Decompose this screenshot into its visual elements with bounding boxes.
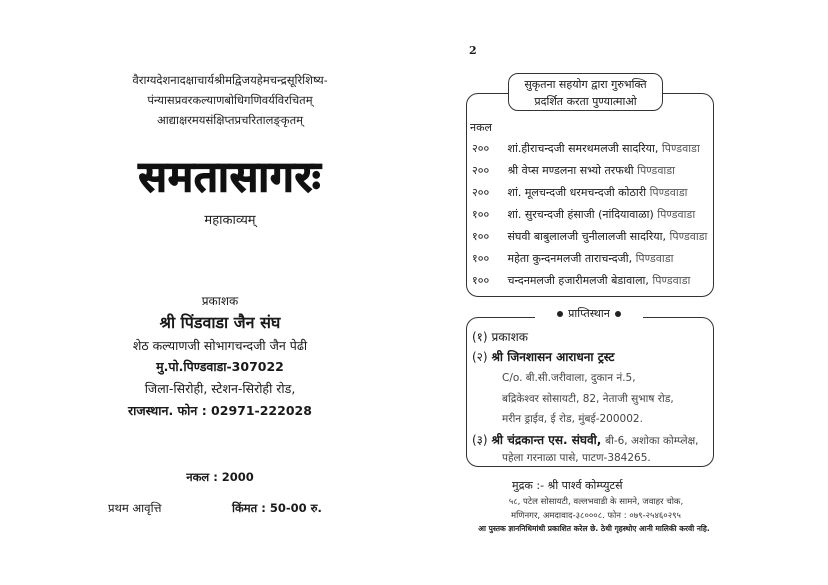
donor-name: शां. मूलचन्दजी धरमचन्दजी कोठारी — [507, 186, 647, 199]
donor-row — [472, 163, 675, 178]
donor-place: पिण्डवाडा — [652, 274, 691, 287]
availability-entry — [472, 348, 614, 365]
donor-place: पिण्डवाडा — [637, 164, 676, 177]
donor-qty: १०० — [472, 274, 490, 287]
printer-address-2: मणिनगर, अमदावाद-३८०००८. फोन : ०७९-२५४६०२९५ — [511, 511, 681, 521]
entry-number: (३) — [472, 433, 488, 447]
printer-address-1: ५८, पटेल सोसायटी, वल्लभवाडी के सामने, जवाहर चोक, — [508, 497, 684, 507]
availability-heading: प्राप्तिस्थान — [535, 306, 643, 321]
availability-entry — [472, 431, 699, 448]
printer-title: मुद्रक :- श्री पार्श्व कोम्प्युटर्स — [512, 479, 623, 492]
donor-place: पिण्डवाडा — [649, 186, 688, 199]
price-label: किंमत : 50-00 रु. — [232, 501, 322, 515]
availability-entry — [472, 328, 528, 345]
publisher-line-2: मु.पो.पिण्डवाडा-307022 — [156, 359, 284, 374]
lineage-line-2: पंन्यासप्रवरकल्याणबोधिगणिवर्यविरचितम् — [147, 93, 313, 107]
entry-name: श्री जिनशासन आराधना ट्रस्ट — [491, 350, 615, 364]
page-number: 2 — [469, 44, 477, 57]
bullet-dot-icon — [615, 311, 621, 317]
publisher-name: श्री पिंडवाडा जैन संघ — [159, 313, 281, 332]
address-line: बद्रिकेश्वर सोसायटी, 82, नेताजी सुभाष रोड, — [502, 393, 674, 405]
edition-label: प्रथम आवृत्ति — [108, 501, 162, 515]
donor-row — [472, 141, 700, 156]
publisher-line-1: शेठ कल्याणजी सोभागचन्दजी जैन पेढी — [132, 338, 308, 353]
footer-note: आ पुस्तक ज्ञाननिधिमांथी प्रकाशित करेल छे. ठेथी गृहस्थोए आनी मालिकी करवी नहि. — [478, 524, 710, 533]
bullet-dot-icon — [557, 311, 563, 317]
book-title: समतासागरः — [138, 152, 322, 201]
donor-name: श्री वेप्स मण्डलना सभ्यो तरफथी — [507, 164, 634, 177]
lineage-line-1: वैराग्यदेशनादक्षाचार्यश्रीमद्विजयहेमचन्द्रसूरिशिष्य- — [132, 73, 328, 87]
donor-place: पिण्डवाडा — [657, 208, 696, 221]
copies-count: नकल : 2000 — [186, 470, 254, 484]
donor-qty: २०० — [472, 186, 490, 199]
entry-name: प्रकाशक — [491, 330, 528, 344]
entry-address: बी-6, अशोका कोम्प्लेक्ष, — [605, 435, 699, 447]
donor-row — [472, 185, 687, 200]
donor-row — [472, 251, 673, 266]
donor-place: पिण्डवाडा — [635, 252, 674, 265]
donor-name: संघवी बाबुलालजी चुनीलालजी सादरिया, — [507, 230, 666, 243]
donors-heading-line-2: प्रदर्शित करता पुण्यात्माओ — [534, 95, 637, 108]
donor-row — [472, 229, 707, 244]
address-line: पहेला गरनाळा पासे, पाटण-384265. — [502, 452, 651, 464]
publisher-label: प्रकाशक — [201, 294, 239, 308]
donors-heading-box — [508, 73, 663, 111]
donor-name: चन्दनमलजी हजारीमलजी बेडावाला, — [507, 274, 649, 287]
donor-place: पिण्डवाडा — [669, 230, 708, 243]
entry-number: (२) — [472, 350, 488, 364]
donor-qty: १०० — [472, 230, 490, 243]
donor-row — [472, 273, 690, 288]
address-line: C/o. बी.सी.जरीवाला, दुकान नं.5, — [502, 372, 636, 384]
donors-copies-label: नकल — [470, 121, 493, 134]
donors-heading-line-1: सुकृतना सहयोग द्वारा गुरुभक्ति — [524, 78, 647, 91]
address-line: मरीन ड्राईव, ई रोड, मुंबई-200002. — [502, 413, 643, 425]
donor-name: महेता कुन्दनमलजी ताराचन्दजी, — [507, 252, 633, 265]
lineage-line-3: आद्याक्षरमयसंक्षिप्तप्रचरितालङ्कृतम् — [156, 113, 303, 127]
donor-name: शां. सुरचन्दजी हंसाजी (नांदियावाळा) — [507, 208, 654, 221]
donor-qty: २०० — [472, 142, 490, 155]
entry-number: (१) — [472, 330, 488, 344]
donor-qty: १०० — [472, 208, 490, 221]
publisher-line-3: जिला-सिरोही, स्टेशन-सिरोही रोड, — [144, 381, 296, 396]
entry-name: श्री चंद्रकान्त एस. संघवी, — [491, 433, 602, 447]
donor-qty: २०० — [472, 164, 490, 177]
donor-place: पिण्डवाडा — [661, 142, 700, 155]
publisher-line-4: राजस्थान. फोन : 02971-222028 — [128, 403, 312, 418]
donor-row — [472, 207, 695, 222]
book-subtitle: महाकाव्यम् — [204, 213, 256, 228]
donor-name: शां.हीराचन्दजी समरथमलजी सादरिया, — [507, 142, 659, 155]
donor-qty: १०० — [472, 252, 490, 265]
